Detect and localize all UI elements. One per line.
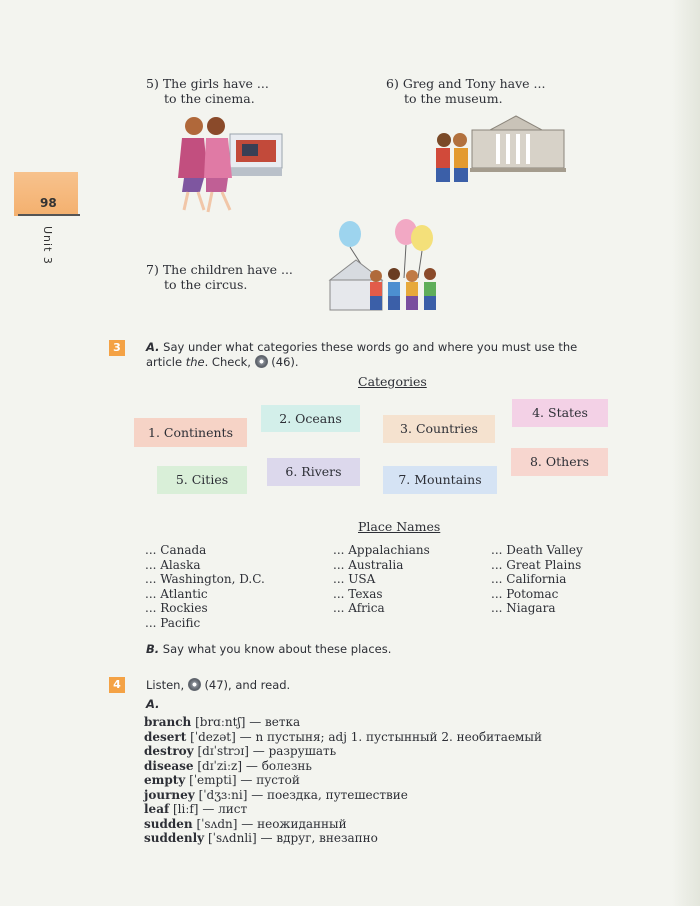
vocab-ipa: [ˈsʌdnli] (207, 831, 257, 845)
vocab-entry (144, 817, 347, 832)
vocab-entry (144, 759, 312, 774)
vocab-entry (144, 715, 300, 730)
vocab-ipa: [ˈsʌdn] (196, 816, 238, 831)
place-item: ... Pacific (145, 615, 201, 630)
audio-cd-icon[interactable] (255, 355, 268, 368)
place-item: ... Death Valley (491, 543, 583, 557)
picture-item-6 (386, 76, 545, 106)
audio-cd-icon[interactable] (188, 678, 201, 691)
exercise-3-number: 3 (109, 340, 125, 356)
vocab-gloss: — пустой (240, 773, 300, 787)
vocab-gloss: — ветка (249, 715, 301, 729)
category-rivers: 6. Rivers (267, 458, 360, 486)
place-item: ... Washington, D.C. (145, 572, 265, 586)
article-the: the (185, 355, 205, 369)
place-item: ... Appalachians (333, 543, 430, 557)
vocab-entry (144, 831, 378, 846)
vocab-entry (144, 730, 542, 745)
vocab-entry (144, 744, 336, 759)
place-item: ... Rockies (145, 601, 208, 615)
place-item: ... Canada (145, 543, 207, 557)
item-line2: to the cinema. (164, 91, 255, 106)
instruction-a-label: A. (146, 340, 160, 354)
vocab-ipa: [brɑːntʃ] (195, 715, 246, 729)
listen-text: Listen, (146, 678, 185, 692)
illustration-girls-cinema (160, 112, 290, 218)
category-mountains: 7. Mountains (383, 466, 497, 494)
vocab-word: empty (144, 773, 186, 787)
place-item: ... Atlantic (145, 586, 208, 601)
item-number: 7) (146, 262, 159, 277)
track-46: (46). (271, 355, 299, 369)
illustration-children-circus (326, 214, 458, 318)
exercise-4-instruction (146, 678, 290, 693)
vocab-word: leaf (144, 802, 170, 816)
place-names-column-2 (333, 543, 430, 616)
exercise-4-section-a: A. (146, 697, 160, 711)
place-names-column-1 (145, 543, 265, 630)
place-item: ... Niagara (491, 601, 556, 615)
vocab-word: disease (144, 758, 194, 773)
place-names-title: Place Names (358, 519, 441, 534)
place-names-column-3 (491, 543, 583, 616)
track-47-text: (47), and read. (204, 678, 291, 692)
instruction-a-text: Say under what categories these words go and where you must use the (163, 340, 578, 354)
place-item: ... Africa (333, 601, 385, 615)
vocab-word: destroy (144, 744, 194, 758)
item-line1: Greg and Tony have ... (402, 76, 546, 91)
category-continents: 1. Continents (134, 418, 247, 447)
vocab-ipa: [dɪˈziːz] (197, 758, 243, 773)
vocab-word: suddenly (144, 831, 205, 845)
category-countries: 3. Countries (383, 415, 495, 443)
article-word: article (146, 355, 183, 369)
vocab-ipa: [ˈempti] (189, 773, 237, 787)
item-number: 5) (146, 76, 159, 91)
page-tab-rule (18, 214, 80, 216)
vocab-gloss: — лист (202, 802, 248, 816)
category-others: 8. Others (511, 448, 608, 476)
item-line1: The girls have ... (162, 76, 269, 91)
picture-item-5 (146, 76, 269, 106)
item-line2: to the circus. (164, 277, 248, 292)
picture-item-7 (146, 262, 293, 292)
item-number: 6) (386, 76, 399, 91)
page-number: 98 (40, 196, 57, 210)
place-item: ... Texas (333, 586, 383, 601)
vocab-entry (144, 788, 408, 803)
instruction-b-text: Say what you know about these places. (162, 642, 392, 656)
place-item: ... USA (333, 572, 376, 586)
vocab-ipa: [dɪˈstrɔɪ] (197, 744, 249, 758)
vocab-entry (144, 802, 247, 817)
vocab-word: desert (144, 729, 187, 744)
vocab-ipa: [liːf] (172, 802, 199, 816)
category-oceans: 2. Oceans (261, 405, 360, 432)
category-cities: 5. Cities (157, 466, 247, 494)
exercise-3-instruction-a-line2 (146, 355, 299, 370)
exercise-3-instruction-b (146, 642, 391, 657)
exercise-4-number: 4 (109, 677, 125, 693)
vocab-gloss: — вдруг, внезапно (260, 831, 378, 845)
check-text: . Check, (204, 355, 251, 369)
vocab-gloss: — разрушать (252, 744, 337, 758)
place-item: ... Alaska (145, 557, 201, 572)
illustration-museum (430, 112, 570, 192)
exercise-3-instruction-a (146, 340, 628, 355)
categories-title: Categories (358, 374, 427, 389)
place-item: ... Great Plains (491, 557, 582, 572)
instruction-b-label: B. (146, 642, 160, 656)
place-item: ... Potomac (491, 586, 559, 601)
vocab-word: branch (144, 715, 192, 729)
vocab-gloss: — n пустыня; adj 1. пустынный 2. необитаемый (239, 729, 542, 744)
vocab-gloss: — неожиданный (241, 816, 347, 831)
vocab-ipa: [ˈdezət] (190, 729, 236, 744)
vocab-gloss: — болезнь (245, 758, 312, 773)
page-edge-shadow (672, 0, 700, 906)
place-item: ... California (491, 572, 567, 586)
vocab-gloss: — поездка, путешествие (251, 787, 408, 802)
vocab-word: journey (144, 787, 195, 802)
vocab-ipa: [ˈdʒɜːni] (198, 787, 248, 802)
vocab-entry (144, 773, 300, 788)
category-states: 4. States (512, 399, 608, 427)
unit-label: Unit 3 (41, 226, 54, 265)
item-line2: to the museum. (404, 91, 503, 106)
place-item: ... Australia (333, 557, 404, 572)
item-line1: The children have ... (162, 262, 293, 277)
vocab-word: sudden (144, 816, 193, 831)
